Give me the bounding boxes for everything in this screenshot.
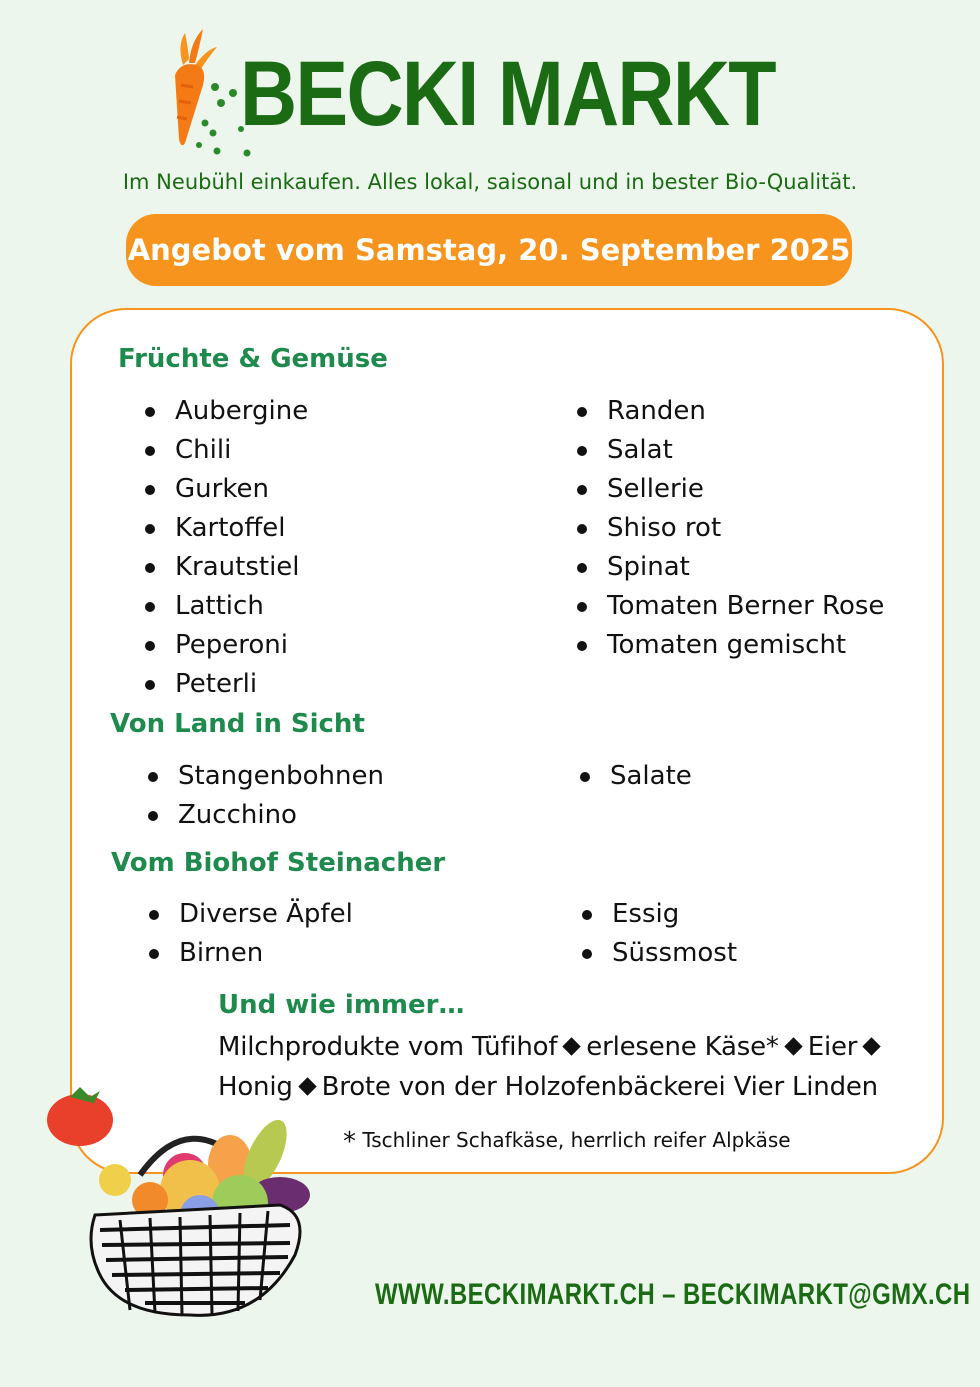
diamond-icon <box>863 1037 881 1055</box>
list-item: Peperoni <box>145 626 308 665</box>
section-title-steinacher: Vom Biohof Steinacher <box>111 848 446 878</box>
list-item: Birnen <box>149 934 353 973</box>
list-item: Chili <box>145 431 308 470</box>
footnote-text: Tschliner Schafkäse, herrlich reifer Alpkäse <box>362 1128 791 1152</box>
list-item: Spinat <box>577 548 884 587</box>
footnote-star: * <box>343 1127 356 1157</box>
list-item: Salat <box>577 431 884 470</box>
land-list-left <box>148 757 384 835</box>
section-title-land: Von Land in Sicht <box>110 709 365 739</box>
tagline: Im Neubühl einkaufen. Alles lokal, saisonal und in bester Bio-Qualität. <box>122 170 858 194</box>
always-item: Milchprodukte vom Tüfihof <box>218 1032 558 1062</box>
section-title-fruits: Früchte & Gemüse <box>118 344 388 374</box>
list-item: Gurken <box>145 470 308 509</box>
diamond-icon <box>563 1037 581 1055</box>
fruits-list-right <box>577 392 884 665</box>
brand-title: BECKI MARKT <box>240 43 775 145</box>
list-item: Kartoffel <box>145 509 308 548</box>
list-item: Diverse Äpfel <box>149 895 353 934</box>
list-item: Tomaten gemischt <box>577 626 884 665</box>
list-item: Zucchino <box>148 796 384 835</box>
always-item: Eier <box>807 1032 858 1062</box>
always-item: Honig <box>218 1072 293 1102</box>
vegetable-basket-icon <box>40 1085 330 1325</box>
offer-date-banner: Angebot vom Samstag, 20. September 2025 <box>126 214 852 286</box>
list-item: Stangenbohnen <box>148 757 384 796</box>
list-item: Sellerie <box>577 470 884 509</box>
section-title-always: Und wie immer… <box>218 990 465 1020</box>
footer-contact: WWW.BECKIMARKT.CH – BECKIMARKT@GMX.CH <box>375 1278 971 1311</box>
always-item: Brote von der Holzofenbäckerei Vier Linden <box>321 1072 878 1102</box>
land-list-right <box>580 757 692 796</box>
diamond-icon <box>784 1037 802 1055</box>
list-item: Randen <box>577 392 884 431</box>
list-item: Aubergine <box>145 392 308 431</box>
steinacher-list-left <box>149 895 353 973</box>
footnote <box>343 1127 791 1157</box>
list-item: Peterli <box>145 665 308 704</box>
list-item: Tomaten Berner Rose <box>577 587 884 626</box>
always-item: erlesene Käse* <box>586 1032 779 1062</box>
fruits-list-left <box>145 392 308 704</box>
list-item: Shiso rot <box>577 509 884 548</box>
list-item: Krautstiel <box>145 548 308 587</box>
list-item: Essig <box>582 895 737 934</box>
always-line-1 <box>218 1032 886 1062</box>
steinacher-list-right <box>582 895 737 973</box>
list-item: Salate <box>580 757 692 796</box>
list-item: Süssmost <box>582 934 737 973</box>
list-item: Lattich <box>145 587 308 626</box>
